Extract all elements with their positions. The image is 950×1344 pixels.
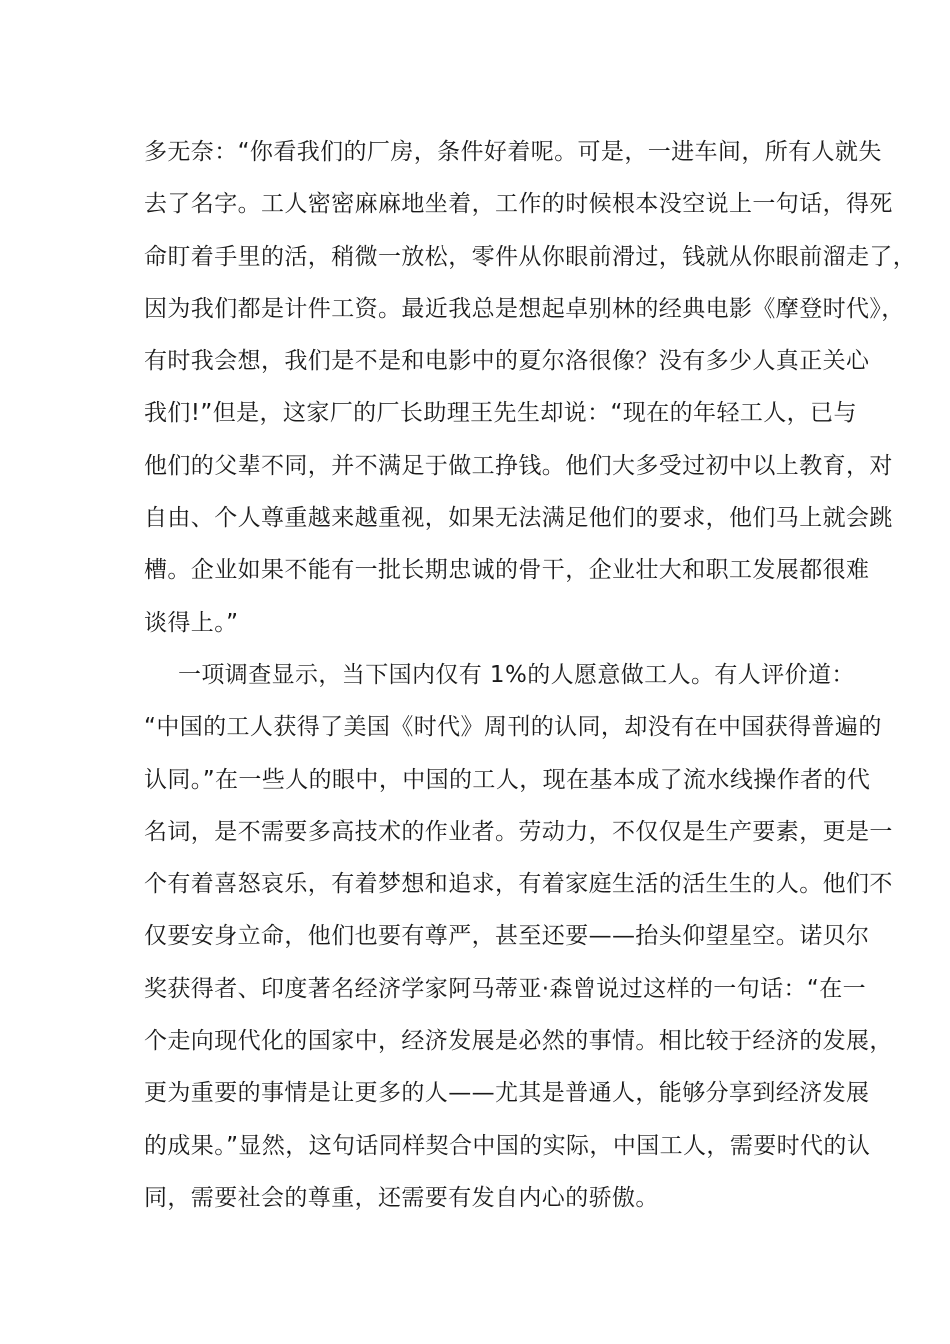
text-line: 自由、个人尊重越来越重视，如果无法满足他们的要求，他们马上就会跳 bbox=[144, 505, 893, 532]
text-line: 认同。”在一些人的眼中，中国的工人，现在基本成了流水线操作者的代 bbox=[144, 766, 871, 793]
text-line: 仅要安身立命，他们也要有尊严，甚至还要——抬头仰望星空。诺贝尔 bbox=[144, 923, 870, 950]
text-line: 个有着喜怒哀乐，有着梦想和追求，有着家庭生活的活生生的人。他们不 bbox=[144, 871, 893, 898]
text-line: 命盯着手里的活，稍微一放松，零件从你眼前滑过，钱就从你眼前溜走了， bbox=[144, 243, 917, 270]
text-line: 更为重要的事情是让更多的人——尤其是普通人，能够分享到经济发展 bbox=[144, 1080, 870, 1107]
text-line: 他们的父辈不同，并不满足于做工挣钱。他们大多受过初中以上教育，对 bbox=[144, 452, 893, 479]
text-line: 个走向现代化的国家中，经济发展是必然的事情。相比较于经济的发展， bbox=[144, 1028, 893, 1055]
text-line: “中国的工人获得了美国《时代》周刊的认同，却没有在中国获得普遍的 bbox=[144, 714, 882, 741]
text-line: 去了名字。工人密密麻麻地坐着，工作的时候根本没空说上一句话，得死 bbox=[144, 191, 893, 218]
text-line: 多无奈：“你看我们的厂房，条件好着呢。可是，一进车间，所有人就失 bbox=[144, 139, 882, 165]
text-line: 有时我会想，我们是不是和电影中的夏尔洛很像？没有多少人真正关心 bbox=[144, 348, 870, 375]
text-line: 槽。企业如果不能有一批长期忠诚的骨干，企业壮大和职工发展都很难 bbox=[144, 557, 870, 584]
text-line: 名词，是不需要多高技术的作业者。劳动力，不仅仅是生产要素，更是一 bbox=[144, 818, 893, 845]
paragraph-start-line: 一项调查显示，当下国内仅有 1%的人愿意做工人。有人评价道： bbox=[178, 661, 855, 688]
text-line: 同，需要社会的尊重，还需要有发自内心的骄傲。 bbox=[144, 1184, 659, 1211]
body-text bbox=[144, 132, 917, 1230]
text-line: 我们!”但是，这家厂的厂长助理王先生却说：“现在的年轻工人，已与 bbox=[144, 400, 857, 427]
text-line: 的成果。”显然，这句话同样契合中国的实际，中国工人，需要时代的认 bbox=[144, 1132, 871, 1159]
text-line: 奖获得者、印度著名经济学家阿马蒂亚·森曾说过这样的一句话：“在一 bbox=[144, 975, 867, 1002]
text-line: 因为我们都是计件工资。最近我总是想起卓别林的经典电影《摩登时代》， bbox=[144, 295, 905, 322]
text-line: 谈得上。” bbox=[144, 609, 239, 636]
